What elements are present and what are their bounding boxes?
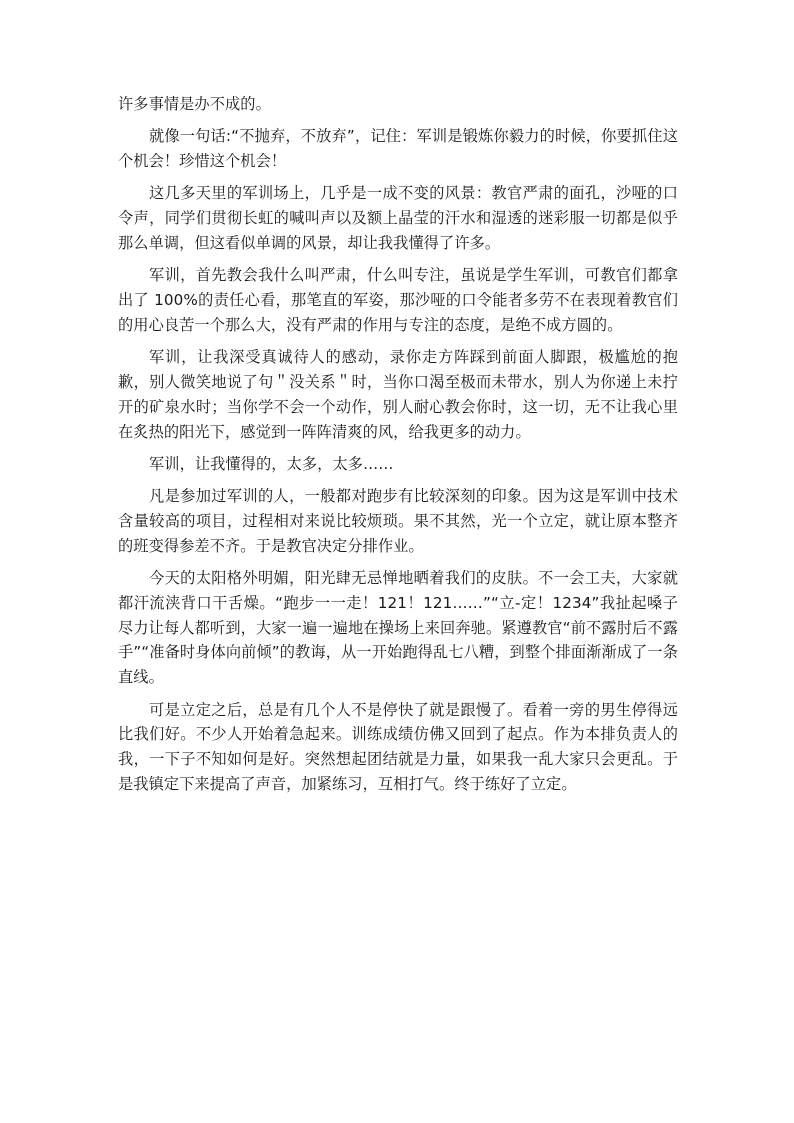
paragraph: 许多事情是办不成的。 — [118, 95, 271, 113]
document-body — [118, 92, 678, 804]
paragraph: 军训，让我深受真诚待人的感动，录你走方阵踩到前面人脚跟，极尴尬的抱歉，别人微笑地说了句＂没关系＂时，当你口渴至极而未带水，别人为你递上未拧开的矿泉水时；当你学不会一个动作，别人耐心教会你时，这一切，无不让我心里在炙热的阳光下，感觉到一阵阵清爽的风，给我更多的动力。 — [118, 348, 678, 441]
paragraph: 凡是参加过军训的人，一般都对跑步有比较深刻的印象。因为这是军训中技术含量较高的项目，过程相对来说比较烦琐。果不其然，光一个立定，就让原本整齐的班变得参差不齐。于是教官决定分排作业。 — [118, 487, 678, 555]
paragraph: 可是立定之后，总是有几个人不是停快了就是跟慢了。看着一旁的男生停得远比我们好。不少人开始着急起来。训练成绩仿佛又回到了起点。作为本排负责人的我，一下子不知如何是好。突然想起团结就是力量，如果我一乱大家只会更乱。于是我镇定下来提高了声音，加紧练习，互相打气。终于练好了立定。 — [118, 700, 678, 793]
paragraph: 军训，首先教会我什么叫严肃，什么叫专注，虽说是学生军训，可教官们都拿出了 100%的责任心看，那笔直的军姿，那沙哑的口令能者多劳不在表现着教官们的用心良苦一个那么大，没有严肃的作用与专注的态度，是绝不成方圆的。 — [118, 266, 678, 334]
paragraph: 就像一句话:“不抛弃，不放弃”，记住：军训是锻炼你毅力的时候，你要抓住这个机会！珍惜这个机会！ — [118, 127, 678, 171]
paragraph: 军训，让我懂得的，太多，太多…… — [149, 454, 394, 473]
paragraph: 这几多天里的军训场上，几乎是一成不变的风景：教官严肃的面孔，沙哑的口令声，同学们贯彻长虹的喊叫声以及额上晶莹的汗水和湿透的迷彩服一切都是似乎那么单调，但这看似单调的风景，却让我我懂得了许多。 — [118, 184, 678, 252]
paragraph: 今天的太阳格外明媚，阳光肆无忌惮地晒着我们的皮肤。不一会工夫，大家就都汗流浃背口干舌燥。“跑步一一走！121！121……”“立-定！1234”我扯起嗓子尽力让每人都听到，大家一遍一遍地在操场上来回奔驰。紧遵教官“前不露肘后不露手”“准备时身体向前倾”的教诲，从一开始跑得乱七八糟，到整个排面渐渐成了一条直线。 — [118, 569, 678, 687]
